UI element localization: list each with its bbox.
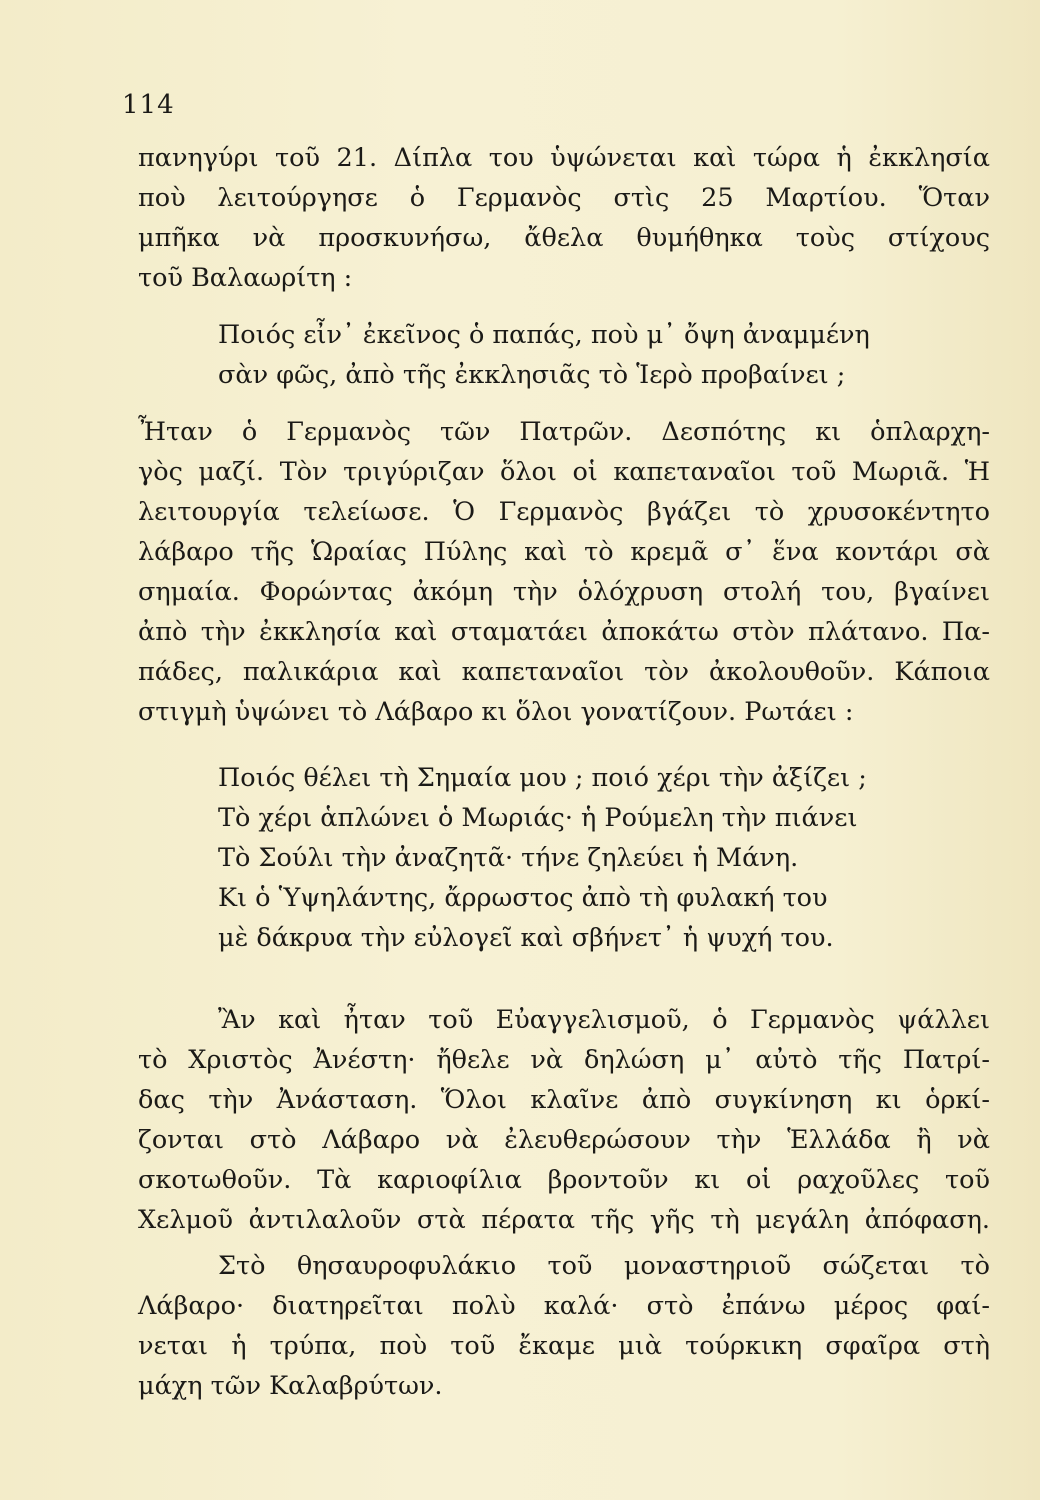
paragraph-3 — [138, 1000, 990, 1240]
verse-line: Τὸ χέρι ἁπλώνει ὁ Μωριάς· ἡ Ρούμελη τὴν πιάνει — [218, 803, 858, 833]
text-line: ποὺ λειτούργησε ὁ Γερμανὸς στὶς 25 Μαρτίου. Ὅταν — [138, 183, 990, 213]
text-line: στιγμὴ ὑψώνει τὸ Λάβαρο κι ὅλοι γονατίζουν. Ρωτάει : — [138, 697, 854, 727]
text-line: ἀπὸ τὴν ἐκκλησία καὶ σταματάει ἀποκάτω στὸν πλάτανο. Πα- — [138, 617, 990, 647]
verse-line: Ποιός θέλει τὴ Σημαία μου ; ποιό χέρι τὴν ἀξίζει ; — [218, 763, 867, 793]
verse-line: σὰν φῶς, ἀπὸ τῆς ἐκκλησιᾶς τὸ Ἱερὸ προβαίνει ; — [218, 360, 846, 390]
text-line: σκοτωθοῦν. Τὰ καριοφίλια βροντοῦν κι οἱ ραχοῦλες τοῦ — [138, 1165, 990, 1195]
paragraph-4 — [138, 1246, 990, 1406]
paragraph-1 — [138, 138, 990, 298]
text-line: Ἂν καὶ ἦταν τοῦ Εὐαγγελισμοῦ, ὁ Γερμανὸς ψάλλει — [218, 1005, 990, 1035]
text-line: Ἦταν ὁ Γερμανὸς τῶν Πατρῶν. Δεσπότης κι ὁπλαρχη- — [138, 417, 990, 447]
text-line: δας τὴν Ἀνάσταση. Ὅλοι κλαῖνε ἀπὸ συγκίνηση κι ὁρκί- — [138, 1085, 990, 1115]
text-line: Λάβαρο· διατηρεῖται πολὺ καλά· στὸ ἐπάνω μέρος φαί- — [138, 1291, 990, 1321]
verse-quote-1 — [218, 315, 870, 395]
text-line: Χελμοῦ ἀντιλαλοῦν στὰ πέρατα τῆς γῆς τὴ μεγάλη ἀπόφαση. — [138, 1205, 990, 1235]
text-line: ζονται στὸ Λάβαρο νὰ ἐλευθερώσουν τὴν Ἑλλάδα ἢ νὰ — [138, 1125, 990, 1155]
text-line: μάχη τῶν Καλαβρύτων. — [138, 1371, 443, 1401]
text-line: πάδες, παλικάρια καὶ καπεταναῖοι τὸν ἀκολουθοῦν. Κάποια — [138, 657, 990, 687]
verse-quote-2 — [218, 758, 867, 958]
text-line: Στὸ θησαυροφυλάκιο τοῦ μοναστηριοῦ σώζεται τὸ — [218, 1251, 990, 1281]
verse-line: Τὸ Σούλι τὴν ἀναζητᾶ· τήνε ζηλεύει ἡ Μάνη. — [218, 843, 799, 873]
text-line: σημαία. Φορώντας ἀκόμη τὴν ὁλόχρυση στολή του, βγαίνει — [138, 577, 990, 607]
paragraph-2 — [138, 412, 990, 732]
text-line: τὸ Χριστὸς Ἀνέστη· ἤθελε νὰ δηλώση μ᾽ αὐτὸ τῆς Πατρί- — [138, 1045, 990, 1075]
text-line: λάβαρο τῆς Ὡραίας Πύλης καὶ τὸ κρεμᾶ σ᾽ ἕνα κοντάρι σὰ — [138, 537, 990, 567]
text-line: γὸς μαζί. Τὸν τριγύριζαν ὅλοι οἱ καπεταναῖοι τοῦ Μωριᾶ. Ἡ — [138, 457, 990, 487]
text-line: μπῆκα νὰ προσκυνήσω, ἄθελα θυμήθηκα τοὺς στίχους — [138, 223, 990, 253]
verse-line: Ποιός εἶν᾽ ἐκεῖνος ὁ παπάς, ποὺ μ᾽ ὄψη ἀναμμένη — [218, 320, 870, 350]
text-line: τοῦ Βαλαωρίτη : — [138, 263, 353, 293]
page-number: 114 — [122, 90, 175, 120]
text-line: πανηγύρι τοῦ 21. Δίπλα του ὑψώνεται καὶ τώρα ἡ ἐκκλησία — [138, 143, 990, 173]
text-line: νεται ἡ τρύπα, ποὺ τοῦ ἔκαμε μιὰ τούρκικη σφαῖρα στὴ — [138, 1331, 990, 1361]
text-line: λειτουργία τελείωσε. Ὁ Γερμανὸς βγάζει τὸ χρυσοκέντητο — [138, 497, 990, 527]
verse-line: μὲ δάκρυα τὴν εὐλογεῖ καὶ σβήνετ᾽ ἡ ψυχή του. — [218, 923, 834, 953]
verse-line: Κι ὁ Ὑψηλάντης, ἄρρωστος ἀπὸ τὴ φυλακή του — [218, 883, 828, 913]
